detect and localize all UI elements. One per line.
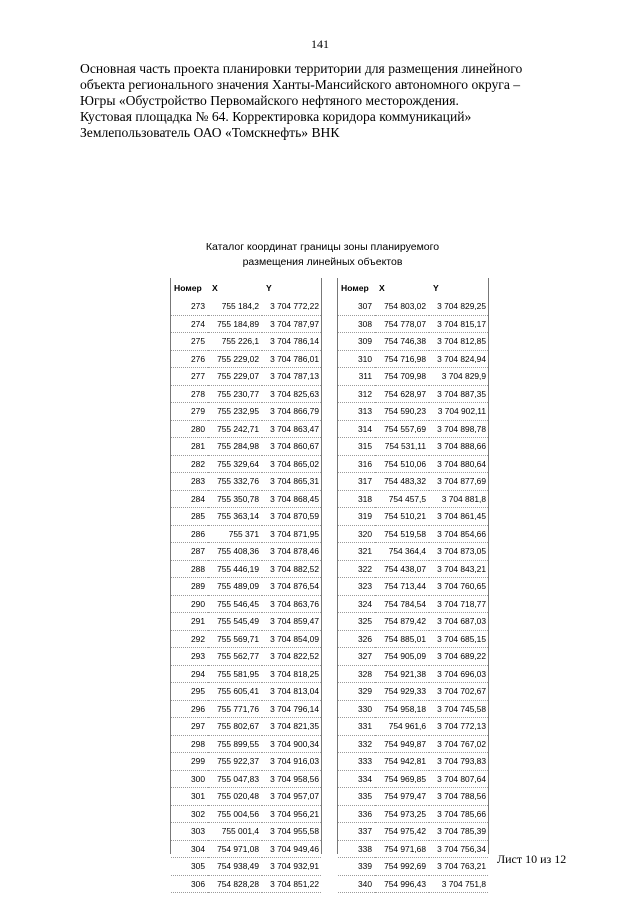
point-number: 317: [338, 473, 375, 491]
coord-x: 755 489,09: [208, 578, 262, 596]
coord-x: 754 992,69: [375, 858, 429, 876]
coord-y: 3 704 871,95: [262, 525, 321, 543]
table-row: [171, 333, 321, 351]
coord-y: 3 704 829,9: [429, 368, 488, 386]
coord-x: 755 899,55: [208, 735, 262, 753]
coord-y: 3 704 916,03: [262, 753, 321, 771]
table-row: [338, 665, 488, 683]
coord-x: 755 408,36: [208, 543, 262, 561]
coord-x: 755 546,45: [208, 595, 262, 613]
table-row: [338, 578, 488, 596]
coord-y: 3 704 767,02: [429, 735, 488, 753]
coord-y: 3 704 756,34: [429, 840, 488, 858]
coord-x: 754 949,87: [375, 735, 429, 753]
point-number: 319: [338, 508, 375, 526]
point-number: 286: [171, 525, 208, 543]
table-row: [338, 788, 488, 806]
coord-y: 3 704 702,67: [429, 683, 488, 701]
table-row: [171, 788, 321, 806]
point-number: 294: [171, 665, 208, 683]
coord-x: 755 184,2: [208, 298, 262, 315]
coord-x: 755 332,76: [208, 473, 262, 491]
catalog-title: [130, 240, 515, 270]
point-number: 333: [338, 753, 375, 771]
table-row: [338, 735, 488, 753]
point-number: 331: [338, 718, 375, 736]
table-row: [338, 648, 488, 666]
point-number: 314: [338, 420, 375, 438]
table-row: [171, 630, 321, 648]
table-header-row: [338, 278, 488, 298]
point-number: 318: [338, 490, 375, 508]
coord-y: 3 704 887,35: [429, 385, 488, 403]
table-row: [171, 490, 321, 508]
point-number: 287: [171, 543, 208, 561]
coord-y: 3 704 751,8: [429, 875, 488, 893]
coord-x: 755 329,64: [208, 455, 262, 473]
table-row: [338, 403, 488, 421]
point-number: 329: [338, 683, 375, 701]
point-number: 278: [171, 385, 208, 403]
point-number: 292: [171, 630, 208, 648]
coord-y: 3 704 854,66: [429, 525, 488, 543]
table-body: [338, 298, 488, 893]
table-row: [171, 438, 321, 456]
table-row: [338, 718, 488, 736]
page-number: 141: [311, 37, 329, 51]
table-row: [171, 840, 321, 858]
table-row: [171, 298, 321, 315]
coords-table: [171, 278, 321, 893]
table-row: [338, 700, 488, 718]
point-number: 274: [171, 315, 208, 333]
point-number: 284: [171, 490, 208, 508]
coord-y: 3 704 877,69: [429, 473, 488, 491]
column-header-x: X: [212, 283, 218, 293]
table-row: [171, 823, 321, 841]
table-row: [171, 473, 321, 491]
coord-y: 3 704 815,17: [429, 315, 488, 333]
table-row: [171, 858, 321, 876]
coord-x: 754 713,44: [375, 578, 429, 596]
coord-x: 755 242,71: [208, 420, 262, 438]
column-header-num: Номер: [174, 283, 202, 293]
coord-y: 3 704 956,21: [262, 805, 321, 823]
coord-x: 755 581,95: [208, 665, 262, 683]
coord-x: 754 973,25: [375, 805, 429, 823]
coord-y: 3 704 854,09: [262, 630, 321, 648]
table-row: [171, 403, 321, 421]
coord-x: 755 605,41: [208, 683, 262, 701]
point-number: 305: [171, 858, 208, 876]
table-row: [171, 560, 321, 578]
table-row: [338, 385, 488, 403]
coord-x: 755 226,1: [208, 333, 262, 351]
table-row: [338, 543, 488, 561]
coord-y: 3 704 949,46: [262, 840, 321, 858]
coord-x: 754 971,68: [375, 840, 429, 858]
column-header-y: Y: [266, 283, 272, 293]
point-number: 293: [171, 648, 208, 666]
table-row: [338, 770, 488, 788]
coord-x: 754 457,5: [375, 490, 429, 508]
coord-x: 754 942,81: [375, 753, 429, 771]
point-number: 279: [171, 403, 208, 421]
coord-y: 3 704 900,34: [262, 735, 321, 753]
header-line: Основная часть проекта планировки территории для размещения линейного: [80, 61, 523, 76]
header-line: Кустовая площадка № 64. Корректировка коридора коммуникаций»: [80, 109, 472, 124]
coord-x: 755 446,19: [208, 560, 262, 578]
table-row: [338, 823, 488, 841]
table-row: [171, 350, 321, 368]
point-number: 321: [338, 543, 375, 561]
coord-x: 755 771,76: [208, 700, 262, 718]
coord-y: 3 704 796,14: [262, 700, 321, 718]
point-number: 338: [338, 840, 375, 858]
coord-y: 3 704 851,22: [262, 875, 321, 893]
coord-x: 754 961,6: [375, 718, 429, 736]
table-row: [171, 770, 321, 788]
coord-y: 3 704 812,85: [429, 333, 488, 351]
point-number: 302: [171, 805, 208, 823]
coord-y: 3 704 878,46: [262, 543, 321, 561]
coord-x: 754 996,43: [375, 875, 429, 893]
coord-y: 3 704 718,77: [429, 595, 488, 613]
point-number: 289: [171, 578, 208, 596]
table-row: [171, 368, 321, 386]
coord-x: 754 938,49: [208, 858, 262, 876]
coord-y: 3 704 957,07: [262, 788, 321, 806]
point-number: 304: [171, 840, 208, 858]
coord-x: 754 510,06: [375, 455, 429, 473]
coordinates-table-right: [337, 278, 489, 889]
table-row: [338, 560, 488, 578]
table-row: [338, 508, 488, 526]
coord-x: 755 562,77: [208, 648, 262, 666]
coord-y: 3 704 859,47: [262, 613, 321, 631]
table-row: [171, 665, 321, 683]
table-row: [338, 630, 488, 648]
coord-x: 754 921,38: [375, 665, 429, 683]
header-line: Землепользователь ОАО «Томскнефть» ВНК: [80, 125, 340, 140]
coord-x: 754 778,07: [375, 315, 429, 333]
coord-x: 754 483,32: [375, 473, 429, 491]
table-row: [338, 438, 488, 456]
point-number: 315: [338, 438, 375, 456]
coord-y: 3 704 760,65: [429, 578, 488, 596]
coord-y: 3 704 863,76: [262, 595, 321, 613]
point-number: 326: [338, 630, 375, 648]
point-number: 335: [338, 788, 375, 806]
sheet-counter: Лист 10 из 12: [497, 852, 567, 866]
coord-y: 3 704 786,14: [262, 333, 321, 351]
coord-y: 3 704 955,58: [262, 823, 321, 841]
table-row: [171, 543, 321, 561]
table-row: [171, 735, 321, 753]
table-row: [338, 753, 488, 771]
point-number: 316: [338, 455, 375, 473]
table-row: [338, 473, 488, 491]
table-row: [171, 683, 321, 701]
table-row: [171, 508, 321, 526]
header-line: объекта регионального значения Ханты-Мансийского автономного округа –: [80, 77, 521, 92]
coord-y: 3 704 822,52: [262, 648, 321, 666]
point-number: 283: [171, 473, 208, 491]
column-header-num: Номер: [341, 283, 369, 293]
coord-x: 755 229,02: [208, 350, 262, 368]
table-row: [338, 595, 488, 613]
table-row: [338, 368, 488, 386]
coord-y: 3 704 807,64: [429, 770, 488, 788]
coord-x: 754 364,4: [375, 543, 429, 561]
coord-y: 3 704 772,22: [262, 298, 321, 315]
coord-x: 754 510,21: [375, 508, 429, 526]
table-row: [338, 455, 488, 473]
coord-x: 754 709,98: [375, 368, 429, 386]
table-row: [338, 683, 488, 701]
coords-table: [338, 278, 488, 893]
table-row: [338, 525, 488, 543]
coord-y: 3 704 689,22: [429, 648, 488, 666]
point-number: 298: [171, 735, 208, 753]
coord-x: 754 519,58: [375, 525, 429, 543]
table-row: [171, 613, 321, 631]
coordinates-table-left: [170, 278, 322, 889]
coord-y: 3 704 818,25: [262, 665, 321, 683]
coord-x: 754 929,33: [375, 683, 429, 701]
table-row: [171, 595, 321, 613]
coord-x: 754 746,38: [375, 333, 429, 351]
coord-y: 3 704 763,21: [429, 858, 488, 876]
table-row: [171, 753, 321, 771]
coord-y: 3 704 825,63: [262, 385, 321, 403]
coord-y: 3 704 865,31: [262, 473, 321, 491]
table-row: [338, 333, 488, 351]
coord-x: 755 230,77: [208, 385, 262, 403]
table-row: [338, 805, 488, 823]
point-number: 324: [338, 595, 375, 613]
coord-y: 3 704 863,47: [262, 420, 321, 438]
coord-y: 3 704 785,39: [429, 823, 488, 841]
coord-y: 3 704 772,13: [429, 718, 488, 736]
point-number: 307: [338, 298, 375, 315]
table-row: [338, 315, 488, 333]
point-number: 281: [171, 438, 208, 456]
coord-y: 3 704 881,8: [429, 490, 488, 508]
point-number: 311: [338, 368, 375, 386]
point-number: 295: [171, 683, 208, 701]
coord-x: 755 004,56: [208, 805, 262, 823]
coord-x: 754 971,08: [208, 840, 262, 858]
coord-y: 3 704 787,97: [262, 315, 321, 333]
table-row: [171, 648, 321, 666]
coord-x: 754 531,11: [375, 438, 429, 456]
coord-x: 754 979,47: [375, 788, 429, 806]
table-row: [171, 578, 321, 596]
point-number: 325: [338, 613, 375, 631]
coord-x: 755 232,95: [208, 403, 262, 421]
point-number: 309: [338, 333, 375, 351]
coord-x: 755 350,78: [208, 490, 262, 508]
coord-y: 3 704 868,45: [262, 490, 321, 508]
point-number: 327: [338, 648, 375, 666]
coord-x: 754 975,42: [375, 823, 429, 841]
coord-y: 3 704 829,25: [429, 298, 488, 315]
document-header: [80, 61, 580, 141]
coord-y: 3 704 860,67: [262, 438, 321, 456]
coord-y: 3 704 898,78: [429, 420, 488, 438]
coord-x: 755 284,98: [208, 438, 262, 456]
coord-x: 754 803,02: [375, 298, 429, 315]
point-number: 275: [171, 333, 208, 351]
coord-x: 754 958,18: [375, 700, 429, 718]
point-number: 300: [171, 770, 208, 788]
point-number: 308: [338, 315, 375, 333]
coord-y: 3 704 788,56: [429, 788, 488, 806]
coord-y: 3 704 882,52: [262, 560, 321, 578]
coord-x: 755 371: [208, 525, 262, 543]
coord-y: 3 704 793,83: [429, 753, 488, 771]
point-number: 306: [171, 875, 208, 893]
table-row: [338, 298, 488, 315]
table-row: [338, 350, 488, 368]
coord-y: 3 704 861,45: [429, 508, 488, 526]
point-number: 323: [338, 578, 375, 596]
coord-x: 755 569,71: [208, 630, 262, 648]
coord-y: 3 704 876,54: [262, 578, 321, 596]
table-row: [171, 875, 321, 893]
coord-x: 754 628,97: [375, 385, 429, 403]
point-number: 299: [171, 753, 208, 771]
point-number: 330: [338, 700, 375, 718]
table-row: [171, 718, 321, 736]
point-number: 337: [338, 823, 375, 841]
point-number: 297: [171, 718, 208, 736]
point-number: 276: [171, 350, 208, 368]
point-number: 282: [171, 455, 208, 473]
point-number: 296: [171, 700, 208, 718]
coord-x: 755 001,4: [208, 823, 262, 841]
coord-y: 3 704 687,03: [429, 613, 488, 631]
coord-x: 754 716,98: [375, 350, 429, 368]
coord-x: 755 229,07: [208, 368, 262, 386]
table-row: [338, 420, 488, 438]
coord-y: 3 704 866,79: [262, 403, 321, 421]
coord-x: 755 802,67: [208, 718, 262, 736]
coord-y: 3 704 870,59: [262, 508, 321, 526]
table-row: [171, 700, 321, 718]
point-number: 332: [338, 735, 375, 753]
table-row: [171, 525, 321, 543]
point-number: 322: [338, 560, 375, 578]
table-row: [171, 455, 321, 473]
point-number: 313: [338, 403, 375, 421]
point-number: 328: [338, 665, 375, 683]
coord-y: 3 704 821,35: [262, 718, 321, 736]
point-number: 291: [171, 613, 208, 631]
point-number: 301: [171, 788, 208, 806]
point-number: 336: [338, 805, 375, 823]
point-number: 290: [171, 595, 208, 613]
table-row: [338, 613, 488, 631]
table-row: [338, 858, 488, 876]
table-row: [338, 875, 488, 893]
table-row: [171, 315, 321, 333]
coord-y: 3 704 958,56: [262, 770, 321, 788]
coord-x: 755 047,83: [208, 770, 262, 788]
catalog-title-line: размещения линейных объектов: [242, 256, 403, 268]
table-row: [171, 385, 321, 403]
catalog-title-line: Каталог координат границы зоны планируемого: [205, 241, 440, 253]
coord-y: 3 704 745,58: [429, 700, 488, 718]
table-row: [171, 420, 321, 438]
point-number: 312: [338, 385, 375, 403]
coord-x: 754 557,69: [375, 420, 429, 438]
header-line: Югры «Обустройство Первомайского нефтяного месторождения.: [80, 93, 459, 108]
coord-y: 3 704 787,13: [262, 368, 321, 386]
coord-y: 3 704 873,05: [429, 543, 488, 561]
point-number: 334: [338, 770, 375, 788]
column-header-x: X: [379, 283, 385, 293]
coord-x: 755 922,37: [208, 753, 262, 771]
table-row: [171, 805, 321, 823]
point-number: 273: [171, 298, 208, 315]
coord-y: 3 704 865,02: [262, 455, 321, 473]
coord-y: 3 704 696,03: [429, 665, 488, 683]
coord-x: 754 905,09: [375, 648, 429, 666]
coord-y: 3 704 685,15: [429, 630, 488, 648]
point-number: 340: [338, 875, 375, 893]
point-number: 303: [171, 823, 208, 841]
coord-x: 755 020,48: [208, 788, 262, 806]
table-body: [171, 298, 321, 893]
coord-x: 754 879,42: [375, 613, 429, 631]
coord-x: 754 784,54: [375, 595, 429, 613]
coord-y: 3 704 813,04: [262, 683, 321, 701]
column-header-y: Y: [433, 283, 439, 293]
coord-y: 3 704 786,01: [262, 350, 321, 368]
point-number: 339: [338, 858, 375, 876]
point-number: 320: [338, 525, 375, 543]
point-number: 288: [171, 560, 208, 578]
coord-y: 3 704 843,21: [429, 560, 488, 578]
point-number: 310: [338, 350, 375, 368]
point-number: 285: [171, 508, 208, 526]
point-number: 280: [171, 420, 208, 438]
coord-y: 3 704 902,11: [429, 403, 488, 421]
coord-y: 3 704 880,64: [429, 455, 488, 473]
coord-y: 3 704 785,66: [429, 805, 488, 823]
coord-x: 754 885,01: [375, 630, 429, 648]
coord-x: 754 969,85: [375, 770, 429, 788]
point-number: 277: [171, 368, 208, 386]
coord-x: 755 545,49: [208, 613, 262, 631]
table-row: [338, 840, 488, 858]
coord-x: 755 184,89: [208, 315, 262, 333]
coord-y: 3 704 932,91: [262, 858, 321, 876]
coord-y: 3 704 824,94: [429, 350, 488, 368]
coord-x: 754 828,28: [208, 875, 262, 893]
coord-x: 755 363,14: [208, 508, 262, 526]
table-header-row: [171, 278, 321, 298]
coord-x: 754 590,23: [375, 403, 429, 421]
table-row: [338, 490, 488, 508]
coord-y: 3 704 888,66: [429, 438, 488, 456]
coord-x: 754 438,07: [375, 560, 429, 578]
